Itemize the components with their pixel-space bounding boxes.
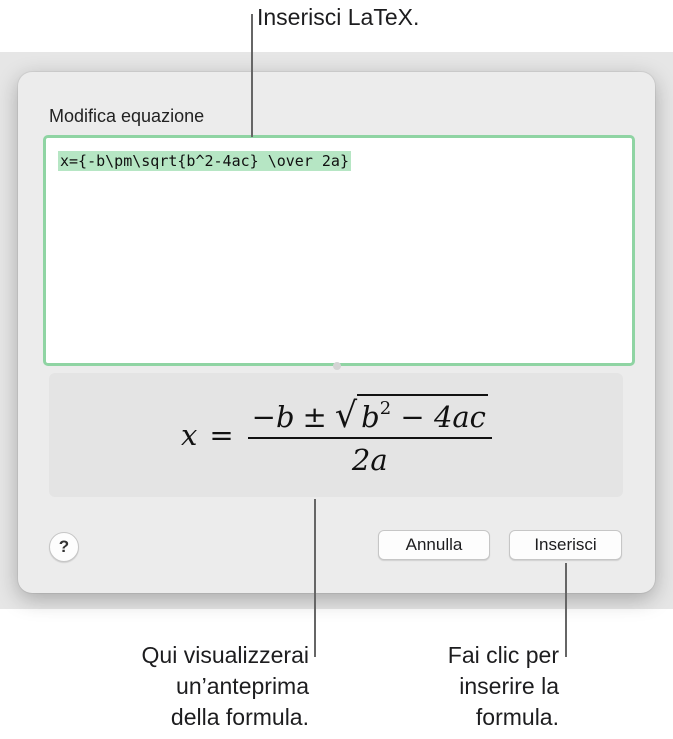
formula-fraction	[248, 394, 492, 477]
radicand-rest: − 4ac	[391, 399, 486, 434]
rendered-formula	[181, 389, 492, 481]
callout-preview-line-3: della formula.	[170, 704, 309, 730]
callout-latex	[257, 2, 419, 33]
radicand-exponent: 2	[379, 397, 392, 419]
resize-handle[interactable]	[333, 362, 341, 370]
formula-preview	[49, 373, 623, 497]
callout-insert-line-1: Fai clic per	[447, 642, 559, 668]
radicand-b: b	[361, 399, 380, 434]
callout-line-preview	[314, 499, 316, 657]
latex-input[interactable]	[43, 135, 635, 366]
callout-preview-line-1: Qui visualizzerai	[141, 642, 309, 668]
radical-sign-icon: √	[334, 395, 358, 436]
formula-numerator	[248, 394, 492, 437]
callout-insert-line-2: inserire la	[459, 673, 559, 699]
insert-button[interactable]: Inserisci	[509, 530, 622, 560]
callout-insert	[359, 640, 559, 733]
formula-denominator: 2a	[351, 442, 388, 477]
callout-latex-text: Inserisci LaTeX.	[257, 4, 420, 30]
cancel-button[interactable]: Annulla	[378, 530, 490, 560]
equation-dialog	[18, 72, 655, 593]
latex-selected-text[interactable]: x={-b\pm\sqrt{b^2-4ac} \over 2a}	[60, 152, 349, 170]
callout-line-insert	[565, 563, 567, 657]
formula-radicand	[357, 394, 488, 434]
formula-lhs: x	[181, 418, 198, 452]
formula-pm: ±	[302, 399, 327, 434]
callout-line-latex	[251, 14, 253, 137]
formula-equals: =	[209, 418, 234, 452]
formula-minus-b: −b	[251, 399, 295, 434]
formula-sqrt	[335, 394, 488, 434]
help-button[interactable]: ?	[49, 532, 79, 562]
callout-preview-line-2: un’anteprima	[176, 673, 309, 699]
dialog-title: Modifica equazione	[49, 106, 205, 126]
callout-preview	[49, 640, 309, 733]
callout-insert-line-3: formula.	[475, 704, 559, 730]
